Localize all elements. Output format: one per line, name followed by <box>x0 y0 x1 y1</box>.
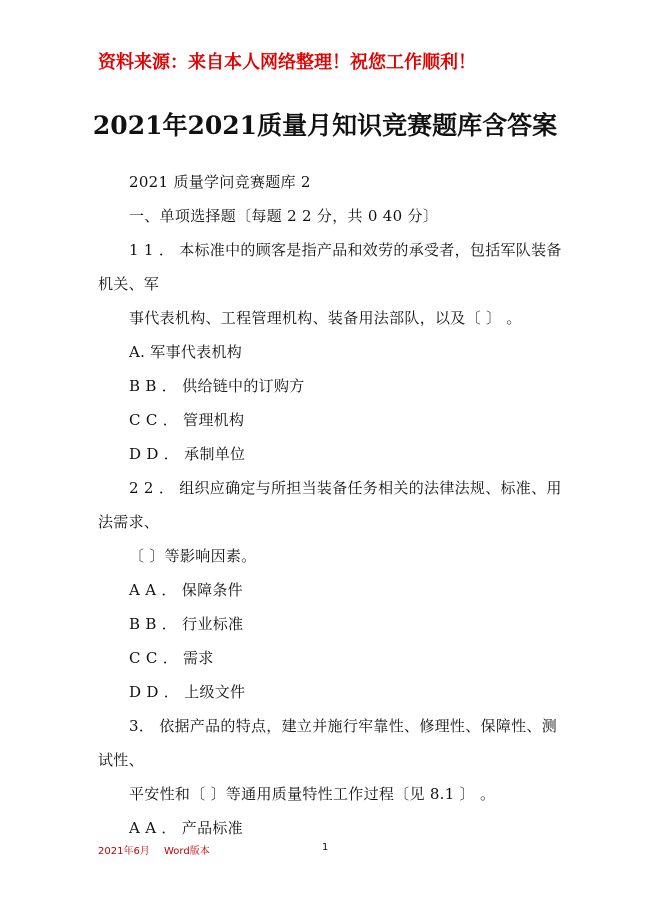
footer-date: 2021年6月 <box>98 846 150 857</box>
question-3-line-1: 3． 依据产品的特点，建立并施行牢靠性、修理性、保障性、测 <box>129 717 558 735</box>
question-1-line-3: 事代表机构、工程管理机构、装备用法部队，以及〔 〕 。 <box>129 309 522 327</box>
option-d: D D ． 上级文件 <box>129 683 246 701</box>
question-2-line-2: 法需求、 <box>98 513 160 531</box>
option-b: B B ． 行业标准 <box>129 615 244 633</box>
source-note: 资料来源：来自本人网络整理！祝您工作顺利！ <box>98 52 476 73</box>
footer-version: Word版本 <box>164 846 210 857</box>
question-3-line-2: 试性、 <box>98 751 144 769</box>
option-b: B B ． 供给链中的订购方 <box>129 377 305 395</box>
option-a: A A ． 产品标准 <box>129 819 243 837</box>
option-a: A. 军事代表机构 <box>129 343 243 361</box>
text-line: 2021 质量学问竞赛题库 2 <box>129 173 311 191</box>
question-2-line-3: 〔 〕等影响因素。 <box>129 547 257 565</box>
option-c: C C ． 管理机构 <box>129 411 245 429</box>
question-1-line-2: 机关、军 <box>98 275 160 293</box>
option-a: A A ． 保障条件 <box>129 581 243 599</box>
document-title: 2021年2021质量月知识竞赛题库含答案 <box>92 111 558 140</box>
option-d: D D ． 承制单位 <box>129 445 246 463</box>
page-number: 1 <box>322 842 329 853</box>
option-c: C C ． 需求 <box>129 649 214 667</box>
question-2-line-1: 2 2 ． 组织应确定与所担当装备任务相关的法律法规、标准、用 <box>129 479 562 497</box>
question-1-line-1: 1 1 ． 本标准中的顾客是指产品和效劳的承受者，包括军队装备 <box>129 241 562 259</box>
question-3-line-3: 平安性和〔 〕等通用质量特性工作过程〔见 8.1 〕 。 <box>129 785 496 803</box>
section-heading: 一、单项选择题〔每题 2 2 分，共 0 40 分〕 <box>129 207 439 225</box>
